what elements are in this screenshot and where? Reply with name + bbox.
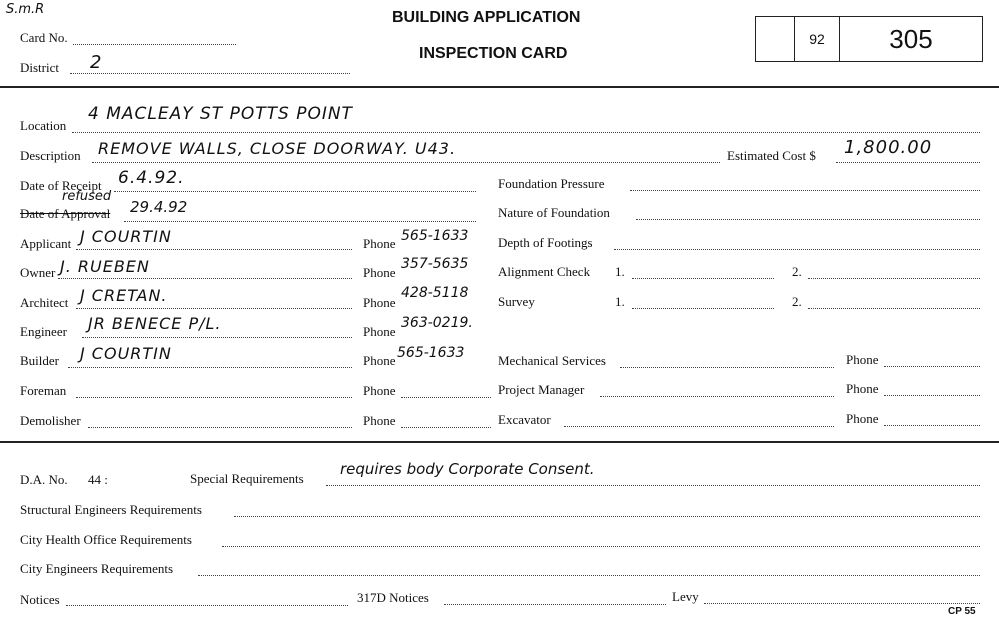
survey-field-1[interactable] — [632, 308, 774, 309]
ref-box-blank — [756, 17, 795, 61]
foundation-pressure-label: Foundation Pressure — [498, 176, 605, 191]
nature-foundation-field[interactable] — [636, 219, 980, 220]
notices-label: Notices — [20, 592, 60, 607]
alignment-field-1[interactable] — [632, 278, 774, 279]
location-field[interactable] — [72, 132, 980, 133]
applicant-value: J COURTIN — [80, 227, 172, 246]
levy-field[interactable] — [704, 603, 980, 604]
foreman-phone-field[interactable] — [401, 397, 491, 398]
refused-note: refused — [62, 189, 112, 204]
demolisher-phone-label: Phone — [363, 413, 396, 428]
location-label: Location — [20, 118, 67, 133]
survey-num-1: 1. — [615, 294, 625, 309]
special-requirements-value: requires body Corporate Consent. — [340, 460, 595, 478]
card-no-field[interactable] — [73, 44, 236, 45]
mechanical-phone-label: Phone — [846, 352, 879, 367]
builder-value: J COURTIN — [80, 344, 172, 363]
architect-label: Architect — [20, 295, 69, 310]
owner-phone-value: 357-5635 — [401, 256, 469, 272]
architect-field[interactable] — [76, 308, 352, 309]
owner-value: J. RUEBEN — [60, 257, 150, 276]
structural-field[interactable] — [234, 516, 980, 517]
project-manager-phone-label: Phone — [846, 381, 879, 396]
applicant-phone-value: 565-1633 — [401, 228, 469, 244]
foundation-pressure-field[interactable] — [630, 190, 980, 191]
card-subtitle: INSPECTION CARD — [419, 45, 568, 62]
alignment-check-label: Alignment Check — [498, 264, 591, 279]
project-manager-phone-field[interactable] — [884, 395, 980, 396]
excavator-phone-label: Phone — [846, 411, 879, 426]
estimated-cost-label: Estimated Cost $ — [727, 148, 816, 163]
district-label: District — [20, 60, 59, 75]
notices-317d-label: 317D Notices — [357, 590, 429, 605]
description-label: Description — [20, 148, 81, 163]
ref-box-year: 92 — [795, 17, 840, 61]
project-manager-field[interactable] — [600, 396, 834, 397]
reference-boxes — [755, 16, 983, 62]
architect-phone-value: 428-5118 — [401, 285, 469, 301]
card-title: BUILDING APPLICATION — [392, 9, 581, 26]
engineer-phone-label: Phone — [363, 324, 396, 339]
survey-field-2[interactable] — [808, 308, 980, 309]
alignment-num-1: 1. — [615, 264, 625, 279]
applicant-field[interactable] — [76, 249, 352, 250]
excavator-phone-field[interactable] — [884, 425, 980, 426]
owner-label: Owner — [20, 265, 56, 280]
mechanical-field[interactable] — [620, 367, 834, 368]
builder-phone-label: Phone — [363, 353, 396, 368]
depth-footings-field[interactable] — [614, 249, 980, 250]
divider-top — [0, 86, 999, 88]
levy-label: Levy — [672, 589, 699, 604]
smr-note: S.m.R — [6, 2, 45, 17]
owner-field[interactable] — [58, 278, 352, 279]
notices-field[interactable] — [66, 605, 348, 606]
excavator-label: Excavator — [498, 412, 551, 427]
engineer-phone-value: 363-0219. — [401, 315, 473, 331]
date-approval-field[interactable] — [124, 221, 476, 222]
city-engineers-label: City Engineers Requirements — [20, 561, 174, 576]
foreman-label: Foreman — [20, 383, 67, 398]
city-engineers-field[interactable] — [198, 575, 980, 576]
alignment-num-2: 2. — [792, 264, 802, 279]
health-field[interactable] — [222, 546, 980, 547]
location-value: 4 MACLEAY ST POTTS POINT — [88, 104, 353, 124]
date-receipt-value: 6.4.92. — [118, 168, 185, 188]
alignment-field-2[interactable] — [808, 278, 980, 279]
engineer-label: Engineer — [20, 324, 67, 339]
project-manager-label: Project Manager — [498, 382, 585, 397]
date-approval-label: Date of Approval — [20, 206, 111, 221]
applicant-phone-label: Phone — [363, 236, 396, 251]
depth-footings-label: Depth of Footings — [498, 235, 593, 250]
da-no-value: 44 : — [88, 472, 108, 487]
builder-phone-value: 565-1633 — [397, 345, 465, 361]
demolisher-phone-field[interactable] — [401, 427, 491, 428]
date-approval-value: 29.4.92 — [130, 198, 188, 216]
ref-box-number: 305 — [889, 23, 933, 54]
divider-middle — [0, 441, 999, 443]
applicant-label: Applicant — [20, 236, 72, 251]
demolisher-label: Demolisher — [20, 413, 81, 428]
form-code: CP 55 — [948, 606, 976, 617]
survey-label: Survey — [498, 294, 535, 309]
demolisher-field[interactable] — [88, 427, 352, 428]
owner-phone-label: Phone — [363, 265, 396, 280]
special-requirements-field[interactable] — [326, 485, 980, 486]
builder-field[interactable] — [68, 367, 352, 368]
description-value: REMOVE WALLS, CLOSE DOORWAY. U43. — [98, 139, 457, 158]
mechanical-label: Mechanical Services — [498, 353, 606, 368]
estimated-cost-field[interactable] — [836, 162, 980, 163]
notices-317d-field[interactable] — [444, 604, 666, 605]
builder-label: Builder — [20, 353, 59, 368]
excavator-field[interactable] — [564, 426, 834, 427]
date-receipt-label: Date of Receipt — [20, 178, 102, 193]
district-field[interactable] — [70, 73, 350, 74]
health-label: City Health Office Requirements — [20, 532, 192, 547]
date-receipt-field[interactable] — [114, 191, 476, 192]
da-no-label: D.A. No. — [20, 472, 68, 487]
description-field[interactable] — [92, 162, 720, 163]
foreman-phone-label: Phone — [363, 383, 396, 398]
district-value: 2 — [90, 52, 103, 73]
engineer-field[interactable] — [82, 337, 352, 338]
mechanical-phone-field[interactable] — [884, 366, 980, 367]
card-no-label: Card No. — [20, 30, 68, 45]
nature-foundation-label: Nature of Foundation — [498, 205, 610, 220]
structural-label: Structural Engineers Requirements — [20, 502, 202, 517]
special-requirements-label: Special Requirements — [190, 471, 304, 486]
foreman-field[interactable] — [76, 397, 352, 398]
survey-num-2: 2. — [792, 294, 802, 309]
architect-phone-label: Phone — [363, 295, 396, 310]
engineer-value: JR BENECE P/L. — [88, 314, 222, 333]
estimated-cost-value: 1,800.00 — [844, 137, 933, 158]
architect-value: J CRETAN. — [80, 286, 168, 305]
